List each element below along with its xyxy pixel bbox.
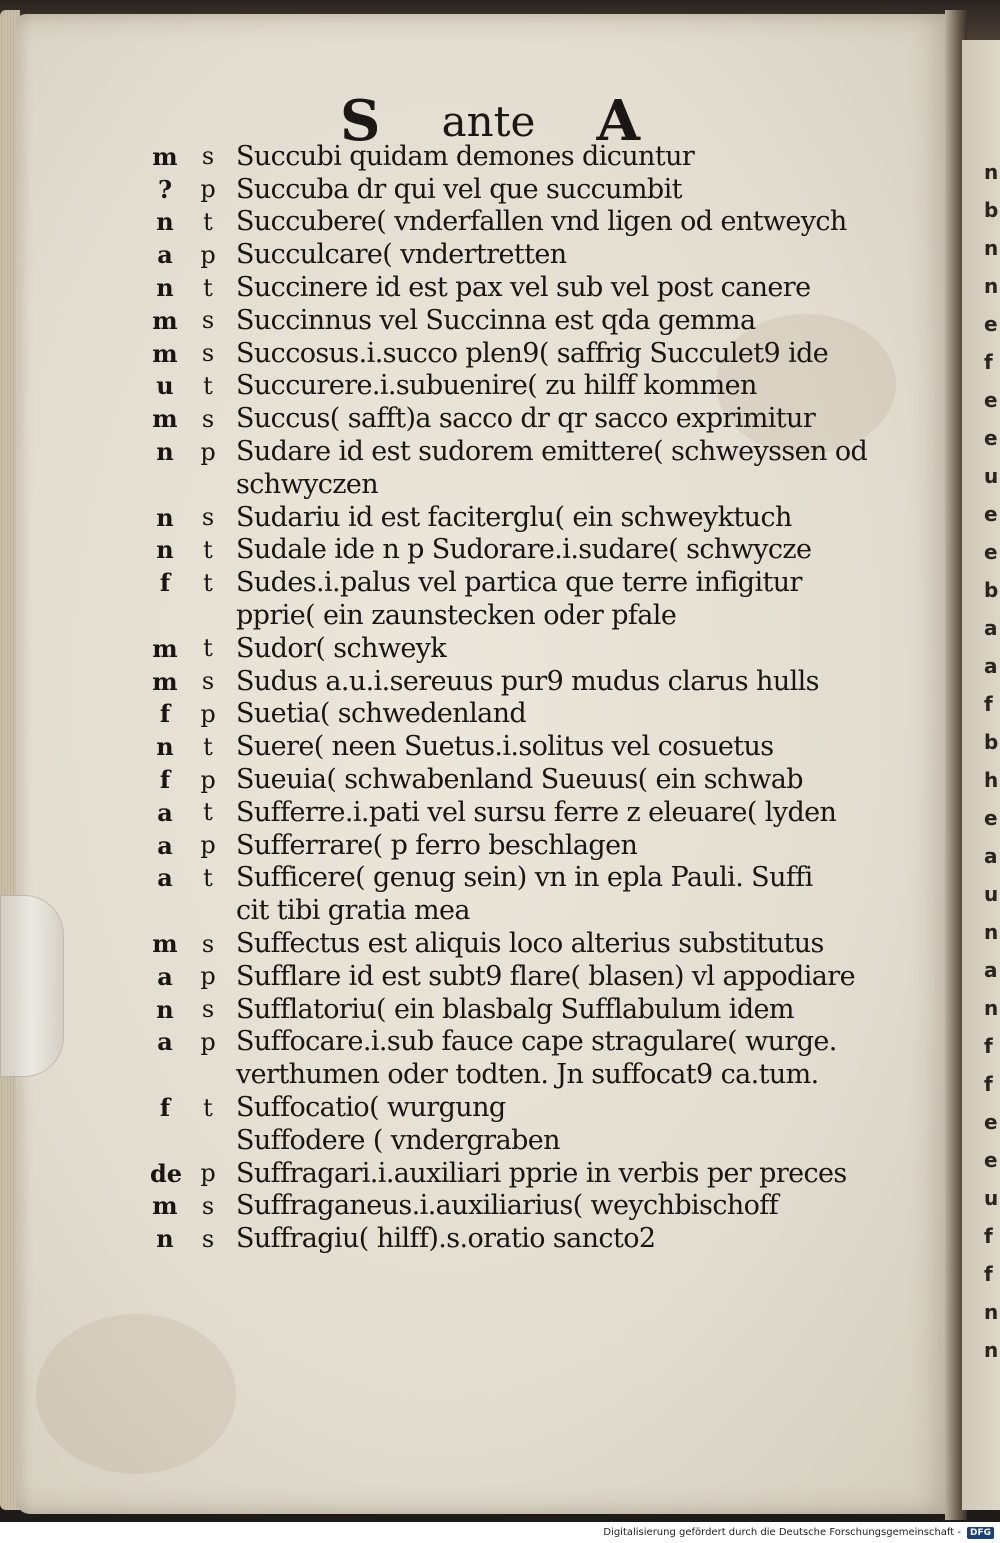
- facing-page-letter: e: [984, 1110, 998, 1134]
- class-marker: s: [201, 929, 215, 958]
- facing-page-letter: f: [984, 1262, 993, 1286]
- entry-row: [150, 304, 950, 337]
- entry-row: [150, 632, 950, 665]
- entry-row: [150, 829, 950, 862]
- gender-marker: ?: [157, 174, 173, 204]
- class-marker: p: [200, 175, 216, 204]
- gender-marker: n: [156, 732, 174, 762]
- dfg-logo: DFG: [967, 1527, 994, 1539]
- class-marker: p: [200, 1027, 216, 1056]
- facing-page-letter: n: [984, 996, 999, 1020]
- gender-marker: f: [159, 699, 171, 729]
- entry-text: Sufflatoriu( ein blasbalg Sufflabulum idem: [236, 993, 794, 1025]
- gender-marker: n: [156, 994, 174, 1024]
- class-marker: s: [201, 995, 215, 1024]
- class-marker: s: [201, 1224, 215, 1253]
- class-marker: t: [203, 371, 213, 400]
- entry-row: [150, 796, 950, 829]
- entry-text: Sueuia( schwabenland Sueuus( ein schwab: [236, 764, 803, 796]
- entry-text: Suffraganeus.i.auxiliarius( weychbischoff: [236, 1190, 779, 1222]
- facing-page-letter: f: [984, 1224, 993, 1248]
- entry-row: [150, 993, 950, 1026]
- entry-text: schwyczen: [236, 468, 379, 500]
- facing-page-letter: f: [984, 1034, 993, 1058]
- gender-marker: m: [152, 141, 178, 171]
- gender-marker: a: [157, 830, 173, 860]
- facing-page-letter: n: [984, 160, 999, 184]
- paper-clip: [0, 895, 64, 1077]
- class-marker: p: [200, 962, 216, 991]
- gender-marker: a: [157, 863, 173, 893]
- entry-text: Succurere.i.subuenire( zu hilff kommen: [236, 370, 757, 402]
- entry-text: Succosus.i.succo plen9( saffrig Succulet9 ide: [236, 337, 829, 369]
- gender-marker: m: [152, 305, 178, 335]
- class-marker: p: [200, 1159, 216, 1188]
- entry-row: [150, 894, 950, 927]
- entry-text: Suffocatio( wurgung: [236, 1092, 506, 1123]
- entry-row: [150, 468, 950, 501]
- entry-text: Suffodere ( vndergraben: [236, 1124, 560, 1156]
- class-marker: s: [201, 667, 215, 696]
- entry-text: Sufferrare( p ferro beschlagen: [236, 829, 638, 861]
- gender-marker: u: [156, 371, 174, 401]
- entry-row: [150, 1091, 950, 1124]
- facing-page-letter: n: [984, 920, 999, 944]
- class-marker: t: [203, 732, 213, 761]
- facing-page-letter: a: [984, 958, 998, 982]
- entry-text: Succuba dr qui vel que succumbit: [236, 173, 682, 205]
- entry-row: [150, 271, 950, 304]
- facing-page-letter: e: [984, 426, 998, 450]
- gender-marker: n: [156, 535, 174, 565]
- class-marker: p: [200, 831, 216, 860]
- gender-marker: m: [152, 338, 178, 368]
- entry-text: Sufflare id est subt9 flare( blasen) vl appodiare: [236, 960, 855, 992]
- gender-marker: n: [156, 1224, 174, 1254]
- entry-row: [150, 599, 950, 632]
- facing-page-letter: n: [984, 274, 999, 298]
- entry-row: [150, 501, 950, 534]
- entry-text: Suffectus est aliquis loco alterius substitutus: [236, 928, 824, 960]
- entry-row: [150, 1190, 950, 1223]
- entry-row: [150, 337, 950, 370]
- entry-text: Succus( safft)a sacco dr qr sacco exprimitur: [236, 403, 816, 435]
- entry-row: [150, 698, 950, 731]
- class-marker: s: [201, 306, 215, 335]
- facing-page-edge: [962, 40, 1000, 1510]
- entry-text: Succinere id est pax vel sub vel post canere: [236, 272, 811, 304]
- header-initial: S: [340, 88, 381, 154]
- class-marker: s: [201, 339, 215, 368]
- entry-row: [150, 370, 950, 403]
- gender-marker: f: [159, 765, 171, 795]
- facing-page-letter: e: [984, 312, 998, 336]
- entry-text: Suffragari.i.auxiliari pprie in verbis per preces: [236, 1157, 847, 1189]
- entry-row: [150, 1222, 950, 1255]
- entry-text: cit tibi gratia mea: [236, 895, 470, 927]
- class-marker: s: [201, 1191, 215, 1220]
- entry-text: Suere( neen Suetus.i.solitus vel cosuetus: [236, 731, 774, 763]
- facing-page-letter: b: [984, 198, 999, 222]
- entry-row: [150, 960, 950, 993]
- facing-page-letter: a: [984, 654, 998, 678]
- gender-marker: a: [157, 240, 173, 270]
- facing-page-letter: e: [984, 502, 998, 526]
- class-marker: t: [203, 207, 213, 236]
- facing-page-letter: e: [984, 540, 998, 564]
- entry-text: Suffocare.i.sub fauce cape stragulare( wurge.: [236, 1026, 837, 1058]
- footer-credit: Digitalisierung gefördert durch die Deutsche Forschungsgemeinschaft -: [603, 1527, 961, 1538]
- entry-text: Succulcare( vndertretten: [236, 239, 567, 271]
- facing-page-letter: u: [984, 882, 999, 906]
- class-marker: s: [201, 503, 215, 532]
- entry-row: [150, 1058, 950, 1091]
- class-marker: p: [200, 765, 216, 794]
- gender-marker: a: [157, 1027, 173, 1057]
- entry-row: [150, 665, 950, 698]
- facing-page-letter: u: [984, 1186, 999, 1210]
- facing-page-letter: f: [984, 692, 993, 716]
- facing-page-letter: u: [984, 464, 999, 488]
- entry-text: Sudariu id est faciterglu( ein schweyktuch: [236, 501, 792, 533]
- entry-row: [150, 173, 950, 206]
- facing-page-letter: a: [984, 616, 998, 640]
- dictionary-entries: [150, 140, 950, 1255]
- facing-page-letter: h: [984, 768, 999, 792]
- entry-text: Succinnus vel Succinna est qda gemma: [236, 304, 756, 336]
- facing-page-letter: b: [984, 730, 999, 754]
- entry-row: [150, 140, 950, 173]
- entry-row: [150, 927, 950, 960]
- class-marker: p: [200, 437, 216, 466]
- gender-marker: f: [159, 568, 171, 598]
- facing-page-letter: e: [984, 1148, 998, 1172]
- class-marker: t: [203, 863, 213, 892]
- entry-row: [150, 862, 950, 895]
- gender-marker: m: [152, 666, 178, 696]
- facing-page-letter: e: [984, 806, 998, 830]
- facing-page-letter: b: [984, 578, 999, 602]
- class-marker: t: [203, 273, 213, 302]
- entry-text: Sudare id est sudorem emittere( schweyssen od: [236, 436, 868, 468]
- gender-marker: m: [152, 404, 178, 434]
- entry-row: [150, 534, 950, 567]
- class-marker: t: [203, 634, 213, 663]
- gender-marker: a: [157, 961, 173, 991]
- class-marker: t: [203, 568, 213, 597]
- gender-marker: m: [152, 1191, 178, 1221]
- entry-text: Succubi quidam demones dicuntur: [236, 140, 695, 172]
- header-word: ante: [441, 96, 536, 146]
- entry-text: Suffragiu( hilff).s.oratio sancto2: [236, 1223, 656, 1255]
- entry-row: [150, 730, 950, 763]
- facing-page-letter: f: [984, 1072, 993, 1096]
- facing-page-letter: f: [984, 350, 993, 374]
- class-marker: t: [203, 798, 213, 827]
- facing-page-letter: n: [984, 1300, 999, 1324]
- entry-row: [150, 435, 950, 468]
- gender-marker: n: [156, 273, 174, 303]
- gender-marker: de: [150, 1158, 183, 1188]
- entry-text: Sudus a.u.i.sereuus pur9 mudus clarus hulls: [236, 665, 819, 697]
- gender-marker: n: [156, 207, 174, 237]
- entry-text: Sudor( schweyk: [236, 632, 447, 664]
- class-marker: s: [201, 404, 215, 433]
- page-stain: [36, 1314, 236, 1474]
- entry-row: [150, 402, 950, 435]
- entry-text: Sufferre.i.pati vel sursu ferre z eleuare( lyden: [236, 796, 837, 828]
- facing-page-letter: a: [984, 844, 998, 868]
- entry-row: [150, 763, 950, 796]
- gender-marker: n: [156, 437, 174, 467]
- gender-marker: f: [159, 1093, 171, 1122]
- footer-bar: [0, 1522, 1000, 1543]
- gender-marker: m: [152, 929, 178, 959]
- entry-row: [150, 1157, 950, 1190]
- class-marker: t: [203, 535, 213, 564]
- header-letter: A: [596, 88, 640, 154]
- entry-text: Suetia( schwedenland: [236, 698, 527, 730]
- entry-text: verthumen oder todten. Jn suffocat9 ca.tum.: [236, 1059, 819, 1091]
- facing-page-letter: n: [984, 1338, 999, 1362]
- facing-page-letter: e: [984, 388, 998, 412]
- entry-text: Sudale ide n p Sudorare.i.sudare( schwycze: [236, 534, 812, 566]
- entry-row: [150, 566, 950, 599]
- entry-text: pprie( ein zaunstecken oder pfale: [236, 600, 677, 632]
- entry-row: [150, 206, 950, 239]
- entry-text: Sudes.i.palus vel partica que terre infigitur: [236, 567, 802, 599]
- entry-row: [150, 238, 950, 271]
- entry-text: Succubere( vnderfallen vnd ligen od entweych: [236, 206, 847, 238]
- class-marker: p: [200, 699, 216, 728]
- gender-marker: n: [156, 502, 174, 532]
- class-marker: s: [201, 142, 215, 171]
- gender-marker: a: [157, 797, 173, 827]
- entry-row: [150, 1026, 950, 1059]
- gender-marker: m: [152, 633, 178, 663]
- entry-text: Sufficere( genug sein) vn in epla Pauli. Suffi: [236, 862, 813, 894]
- entry-row: [150, 1124, 950, 1157]
- facing-page-letter: n: [984, 236, 999, 260]
- class-marker: p: [200, 240, 216, 269]
- class-marker: t: [203, 1093, 213, 1122]
